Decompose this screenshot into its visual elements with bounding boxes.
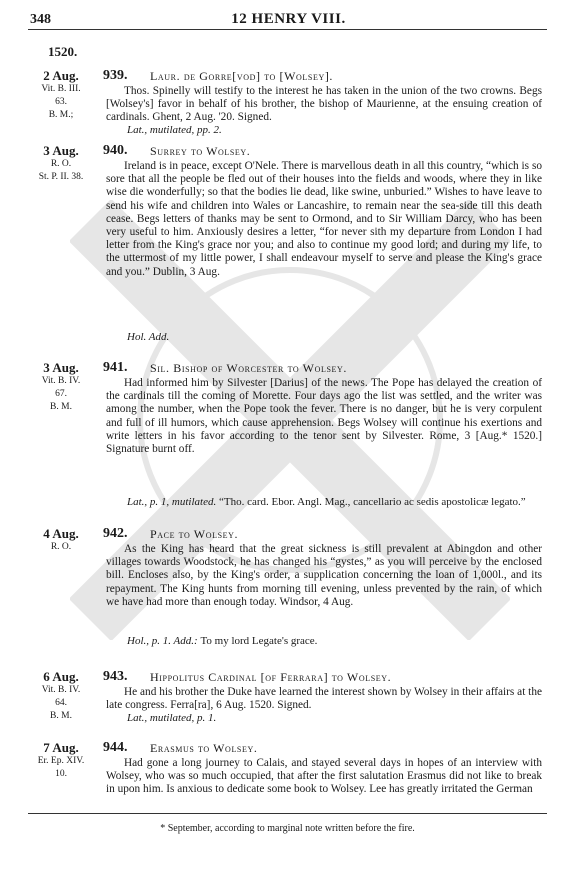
entry-note [127,124,542,137]
entry-ref: St. P. II. 38. [38,172,84,182]
entry-number: 942. [103,526,128,541]
entry-title: Erasmus to Wolsey. [150,741,258,755]
entry-ref: B. M. [50,402,72,412]
entry-number: 940. [103,143,128,158]
margin-column [28,740,94,781]
note-text: Lat., mutilated, pp. 2. [127,124,222,136]
entry-ref: 64. [55,698,67,708]
entry-date: 2 Aug. [43,68,79,83]
entry-title: Sil. Bishop of Worcester to Wolsey. [150,361,347,375]
entry-ref: 67. [55,389,67,399]
note-text: Hol., p. 1. Add.: [127,635,198,647]
note-address: To my lord Legate's grace. [200,635,318,647]
entry-ref: R. O. [50,159,72,169]
entry-number: 941. [103,360,128,375]
year-heading: 1520. [48,44,78,59]
margin-column [28,360,94,414]
entry-date: 6 Aug. [43,669,79,684]
entry-note [127,712,542,725]
entry-ref: R. O. [50,542,72,552]
entry-title: Surrey to Wolsey. [150,144,251,158]
entry-body: As the King has heard that the great sickness is still prevalent at Abingdon and other villages towards Woodstock, he has changed his “gystes,” as you will perceive by the enclosed bill. Encloses also, by the King's order, a supplication concerning the loan of 1,000l., and its repayment. The King hunts from morning till evening, unless prevented by the rain, of which we have had more than enough today. Windsor, 4 Aug. [106,543,542,608]
entry-ref: Vit. B. IV. [41,685,81,695]
entry-note [127,331,542,344]
entry-date: 4 Aug. [43,526,79,541]
entry-date: 3 Aug. [43,143,79,158]
entry-number: 944. [103,740,128,755]
entry-ref: B. M. [50,711,72,721]
margin-column [28,68,94,122]
entry-title: Hippolitus Cardinal [of Ferrara] to Wolsey. [150,670,392,684]
entry-ref: 10. [55,769,67,779]
entry-note [127,496,542,509]
footnote: * September, according to marginal note written before the fire. [160,823,415,834]
margin-column [28,526,94,554]
entry-body: Had gone a long journey to Calais, and stayed several days in hopes of an interview with Wolsey, who was so much occupied, that after the first salutation Erasmus did not like to break in upon him. Is anxious to dedicate some book to Wolsey. Lee has greatly irritated the German [106,757,542,796]
running-head: 12 HENRY VIII. [231,11,346,27]
entry-date: 7 Aug. [43,740,79,755]
entry-body: Thos. Spinelly will testify to the interest he has taken in the union of the two crowns. Begs [Wolsey's] favor in behalf of his brother, the bishop of Maurienne, at the ensuing creation of cardinals. Ghent, 2 Aug. '20. Signed. [106,85,542,124]
entry-ref: 63. [55,97,67,107]
entry-note [127,635,542,648]
entry-body: Ireland is in peace, except O'Nele. There is marvellous death in all this country, “which is so sore that all the people be fled out of their houses into the fields and woods, where they in like wise die wonderfully; so that the bodies lie dead, like swine, unburied.” Wishes to have leave to send his wife and children into Wales or Lancashire, to remain near the sea-side till this death cease. Begs letters of thanks may be sent to Ormond, and to Sir William Darcy, who has been very useful to him. Anxiously desires a letter, “for never sith my departure from London I had letter from the King's grace nor you; and also to continue my good lord; and during my life, to the uttermost of my little power, I shall endeavour myself to serve and please the King's grace and you.” Dublin, 3 Aug. [106,160,542,278]
entry-ref: Er. Ep. XIV. [37,756,85,766]
page-header [30,8,547,30]
entry-number: 939. [103,68,128,83]
entry-body: He and his brother the Duke have learned the interest shown by Wolsey in their affairs at the late congress. Ferra[ra], 6 Aug. 1520. Signed. [106,686,542,712]
entry-title: Pace to Wolsey. [150,527,239,541]
margin-column [28,143,94,184]
entry-ref: B. M.; [48,110,74,120]
note-text: Hol. Add. [127,331,170,343]
entry-number: 943. [103,669,128,684]
note-text: Lat., p. 1, mutilated. [127,496,217,508]
entry-title: Laur. de Gorre[vod] to [Wolsey]. [150,69,334,83]
note-endorsement: “Tho. card. Ebor. Angl. Mag., cancellario ac sedis apostolicæ legato.” [218,496,526,508]
note-text: Lat., mutilated, p. 1. [127,712,217,724]
margin-column [28,669,94,723]
entry-body: Had informed him by Silvester [Darius] of the news. The Pope has delayed the creation of the cardinals till the coming of Morette. Four days ago the list was settled, and the writer was among the number, when the Pope took the fever. There is no danger, but he is very corpulent and full of ill humors, which cause apprehension. Begs Wolsey will continue his exertions and write letters in his favor according to the tenor sent by Silvester. Rome, 3 [Aug.* 1520.] Signature burnt off. [106,377,542,456]
page-number: 348 [30,12,51,27]
entry-date: 3 Aug. [43,360,79,375]
header-rule [28,29,547,30]
entry-ref: Vit. B. III. [41,84,81,94]
footnote-rule [28,813,547,814]
entry-ref: Vit. B. IV. [41,376,81,386]
